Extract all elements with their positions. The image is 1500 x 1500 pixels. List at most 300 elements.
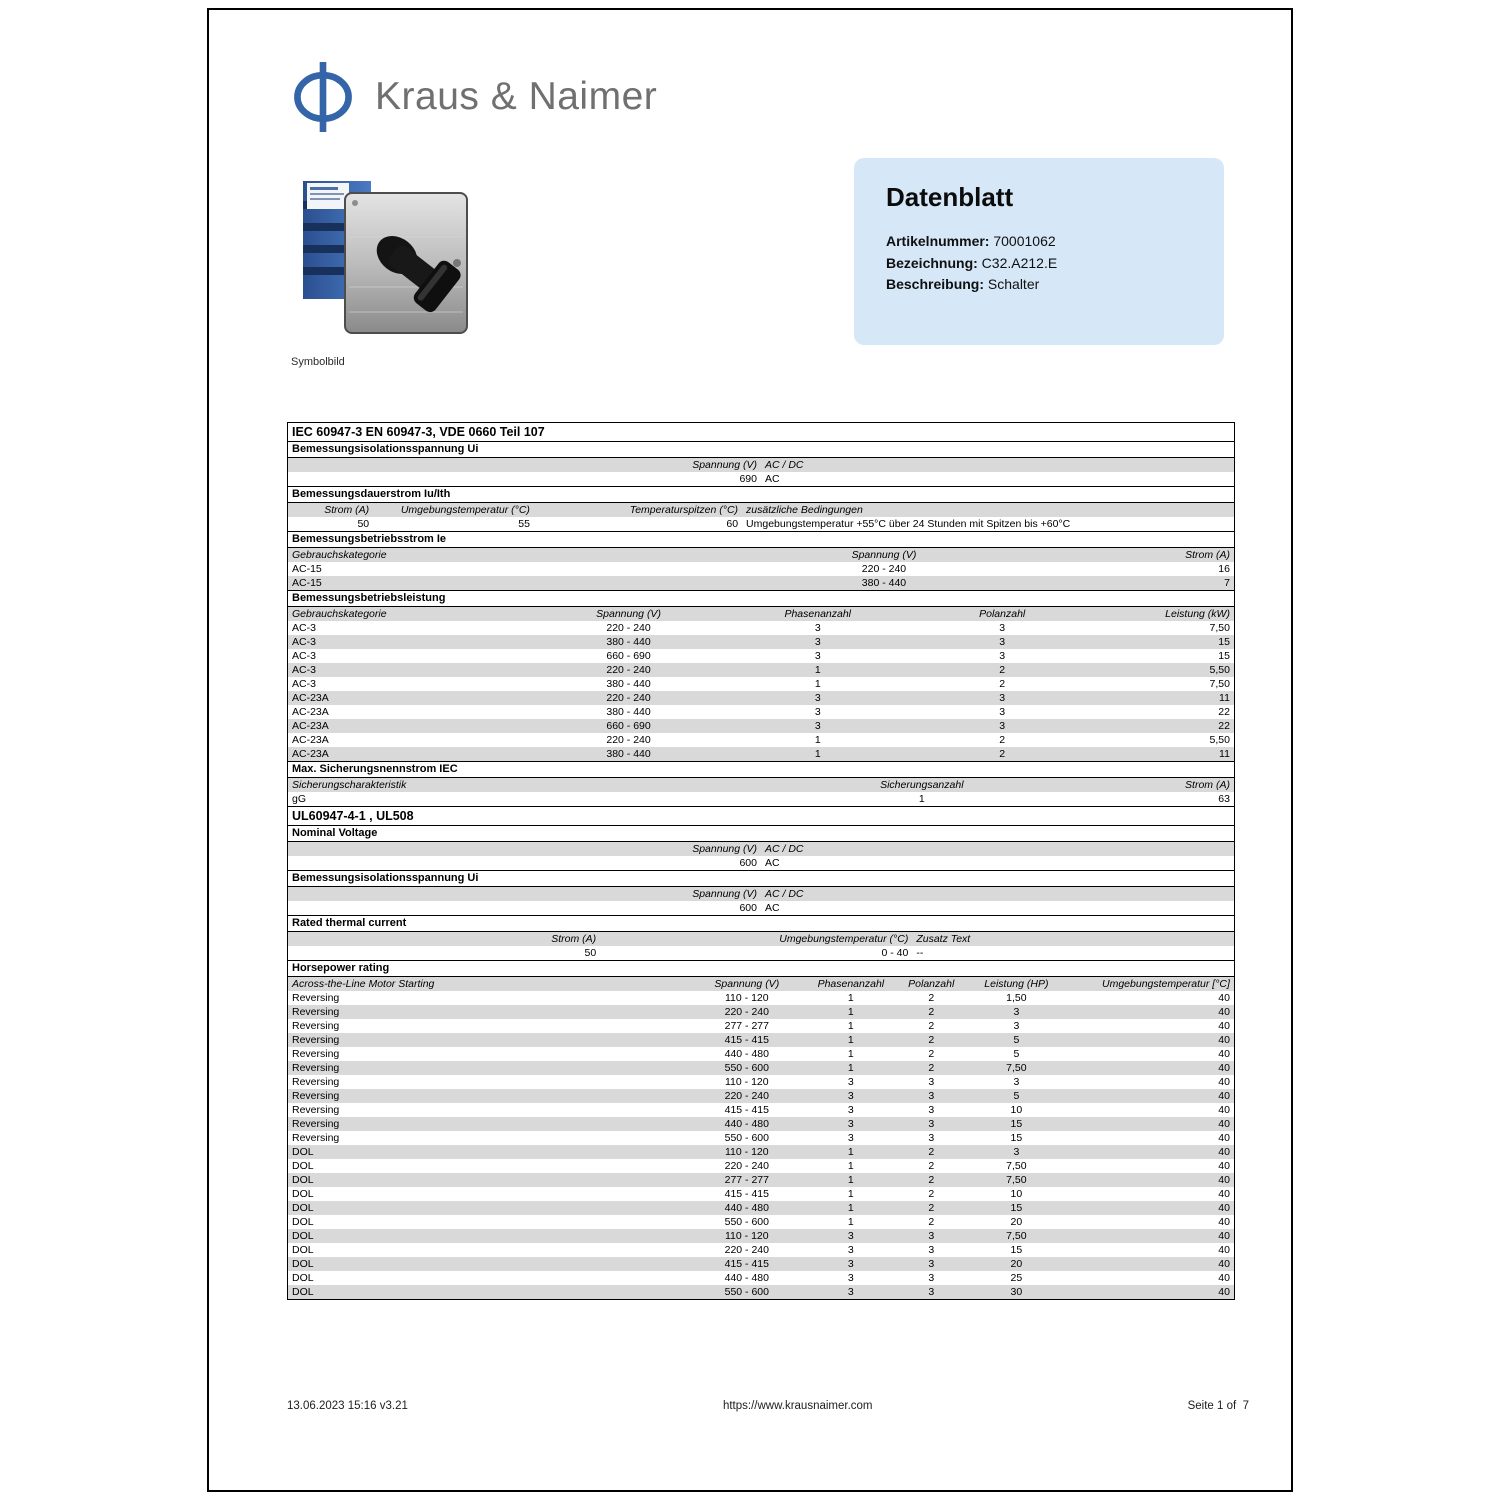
cell: 110 - 120 [725,1145,769,1158]
cell: 2 [928,1145,935,1158]
cell: 7,50 [1006,1173,1027,1186]
cell: 40 [1218,1061,1230,1074]
cell: 40 [1218,1285,1230,1298]
cell: 0 - 40 [881,946,909,959]
table-row [288,472,1234,486]
cell: 3 [999,705,1006,718]
cell: 15 [1010,1117,1023,1130]
product-image [297,167,472,347]
cell: 3 [847,1075,854,1088]
cell: 15 [1010,1201,1023,1214]
cell: Temperaturspitzen (°C) [629,503,739,516]
cell: Reversing [292,1131,340,1144]
cell: 3 [847,1243,854,1256]
table-row [288,1131,1234,1145]
cell: 5,50 [1209,733,1230,746]
table-row [288,1089,1234,1103]
cell: 3 [1013,1075,1020,1088]
cell: 2 [999,663,1006,676]
cell: 40 [1218,1243,1230,1256]
table-row [288,1061,1234,1075]
cell: 7 [1224,576,1230,589]
cell: AC-15 [292,562,322,575]
column-header-row [288,607,1234,621]
subsection-row [288,826,1234,842]
cell: DOL [292,1187,314,1200]
cell: 5 [1013,1033,1020,1046]
cell: 2 [928,1173,935,1186]
table-row [288,733,1234,747]
cell: 22 [1218,705,1230,718]
cell: 15 [1218,649,1230,662]
cell: DOL [292,1257,314,1270]
table-row [288,1075,1234,1089]
cell: 220 - 240 [606,733,651,746]
cell: 1 [847,1145,854,1158]
table-row [288,1117,1234,1131]
info-field [886,231,1204,253]
cell: 415 - 415 [724,1103,769,1116]
cell: zusätzliche Bedingungen [746,503,863,516]
table-row [288,576,1234,590]
cell: AC [765,472,780,485]
footer-url-link[interactable]: https://www.krausnaimer.com [722,1400,873,1412]
cell: AC-3 [292,621,316,634]
cell: 40 [1218,1159,1230,1172]
cell: 550 - 600 [724,1215,769,1228]
cell: 1 [847,1159,854,1172]
cell: 40 [1218,991,1230,1004]
spec-table [287,422,1235,1300]
cell: 40 [1218,1131,1230,1144]
table-row [288,1005,1234,1019]
cell: DOL [292,1271,314,1284]
subsection-row [288,486,1234,503]
cell: Umgebungstemperatur (°C) [779,932,909,945]
cell: 40 [1218,1089,1230,1102]
cell: Sicherungsanzahl [880,778,964,791]
info-box [854,158,1224,345]
table-row [288,1145,1234,1159]
cell: AC-23A [292,705,329,718]
cell: Nominal Voltage [292,827,378,839]
cell: 3 [847,1117,854,1130]
cell: AC-3 [292,649,316,662]
cell: Phasenanzahl [817,977,885,990]
cell: 3 [928,1075,935,1088]
cell: Spannung (V) [692,842,757,855]
cell: 3 [814,635,821,648]
cell: 3 [999,719,1006,732]
subsection-row [288,442,1234,458]
cell: 5,50 [1209,663,1230,676]
cell: Strom (A) [551,932,597,945]
cell: Bemessungsisolationsspannung Ui [292,872,479,884]
cell: 2 [928,1047,935,1060]
cell: 1 [918,792,925,805]
cell: 220 - 240 [606,691,651,704]
cell: 40 [1218,1257,1230,1270]
info-field-label: Bezeichnung: [886,254,982,271]
cell: Reversing [292,991,340,1004]
cell: DOL [292,1159,314,1172]
cell: 380 - 440 [606,635,651,648]
screw-icon [352,200,358,206]
cell: 30 [1010,1285,1023,1298]
cell: 2 [928,1159,935,1172]
cell: 5 [1013,1089,1020,1102]
cell: 220 - 240 [724,1243,769,1256]
table-row [288,1215,1234,1229]
cell: Spannung (V) [596,607,661,620]
cell: DOL [292,1201,314,1214]
cell: 40 [1218,1047,1230,1060]
cell: 380 - 440 [861,576,907,589]
subsection-row [288,960,1234,977]
cell: 3 [928,1243,935,1256]
table-row [288,946,1234,960]
cell: Reversing [292,1103,340,1116]
cell: 3 [847,1089,854,1102]
cell: 415 - 415 [724,1257,769,1270]
cell: 3 [814,621,821,634]
cell: 5 [1013,1047,1020,1060]
cell: 110 - 120 [725,1075,769,1088]
cell: 2 [928,1033,935,1046]
table-row [288,677,1234,691]
cell: 220 - 240 [724,1089,769,1102]
cell: AC-3 [292,663,316,676]
table-row [288,1187,1234,1201]
info-field-label: Artikelnummer: [886,233,994,249]
brand-logo [287,58,657,136]
cell: 60 [726,517,739,530]
column-header-row [288,887,1234,901]
cell: 1 [847,1019,854,1032]
cell: 2 [928,1187,935,1200]
cell: AC-3 [292,677,316,690]
info-field-value: C32.A212.E [981,254,1058,271]
table-row [288,1159,1234,1173]
table-row [288,1271,1234,1285]
cell: 220 - 240 [724,1159,769,1172]
cell: 7,50 [1006,1061,1027,1074]
cell: 3 [847,1257,854,1270]
cell: 11 [1219,747,1230,760]
subsection-row [288,531,1234,548]
cell: 1 [847,1215,854,1228]
cell: 50 [357,517,370,530]
cell: AC-3 [292,635,316,648]
subsection-row [288,590,1234,607]
table-row [288,705,1234,719]
cell: 3 [928,1229,935,1242]
subsection-row [288,870,1234,887]
cell: AC / DC [765,842,804,855]
column-header-row [288,778,1234,792]
cell: 40 [1218,1145,1230,1158]
cell: 550 - 600 [724,1285,769,1298]
cell: 63 [1218,792,1230,805]
info-field-value: 70001062 [993,233,1056,249]
info-field-value: Schalter [987,276,1040,292]
cell: 1 [847,1201,854,1214]
cell: 3 [999,635,1006,648]
cell: 40 [1218,1019,1230,1032]
cell: 3 [928,1271,935,1284]
cell: 2 [928,991,935,1004]
cell: 40 [1218,1187,1230,1200]
cell: 3 [1013,1145,1020,1158]
table-row [288,1103,1234,1117]
cell: Umgebungstemperatur +55°C über 24 Stunden mit Spitzen bis +60°C [746,517,1071,530]
cell: Spannung (V) [851,548,917,561]
brand-name: Kraus & Naimer [375,75,658,118]
cell: 1 [847,1061,854,1074]
footer-page-number: Seite 1 of 7 [1187,1400,1249,1412]
cell: 2 [928,1005,935,1018]
column-header-row [288,503,1234,517]
cell: AC-15 [292,576,322,589]
cell: Bemessungsdauerstrom Iu/Ith [292,488,451,500]
cell: 7,50 [1006,1159,1027,1172]
cell: Across-the-Line Motor Starting [292,977,435,990]
cell: 415 - 415 [724,1187,769,1200]
cell: Reversing [292,1089,340,1102]
table-row [288,856,1234,870]
cell: AC-23A [292,691,329,704]
cell: Spannung (V) [714,977,780,990]
product-image-caption: Symbolbild [291,356,345,368]
cell: Reversing [292,1019,340,1032]
cell: 3 [814,705,821,718]
cell: 220 - 240 [861,562,907,575]
cell: Horsepower rating [292,962,390,974]
cell: DOL [292,1145,314,1158]
cell: AC / DC [765,458,804,471]
cell: 1 [847,991,854,1004]
cell: 3 [928,1089,935,1102]
table-row [288,719,1234,733]
cell: -- [916,946,924,959]
cell: 1 [847,1047,854,1060]
cell: 3 [847,1131,854,1144]
cell: 1 [814,747,821,760]
cell: 1 [814,663,821,676]
cell: 2 [928,1019,935,1032]
cell: 55 [518,517,530,530]
cell: 15 [1010,1243,1023,1256]
subsection-row [288,761,1234,778]
table-row [288,901,1234,915]
cell: 690 [739,472,757,485]
table-row [288,1229,1234,1243]
cell: 40 [1218,1117,1230,1130]
cell: 3 [847,1103,854,1116]
cell: 277 - 277 [724,1173,769,1186]
section-title-row [288,423,1234,442]
cell: Umgebungstemperatur (°C) [400,503,530,516]
cell: 3 [928,1117,935,1130]
table-row [288,635,1234,649]
cell: 440 - 480 [724,1047,769,1060]
cell: 110 - 120 [725,1229,769,1242]
cell: Polanzahl [979,607,1026,620]
cell: Reversing [292,1047,340,1060]
screw-icon [453,259,461,267]
cell: 2 [999,733,1006,746]
cell: 220 - 240 [606,621,651,634]
cell: 3 [814,649,821,662]
cell: DOL [292,1285,314,1298]
cell: 220 - 240 [606,663,651,676]
cell: DOL [292,1173,314,1186]
cell: Strom (A) [1185,548,1230,561]
column-header-row [288,932,1234,946]
cell: Spannung (V) [692,887,757,900]
cell: 3 [928,1131,935,1144]
cell: 1 [847,1033,854,1046]
cell: 1 [814,733,821,746]
cell: 600 [739,856,757,869]
cell: 1,50 [1006,991,1027,1004]
info-field [886,253,1204,275]
cell: Bemessungsisolationsspannung Ui [292,443,479,455]
cell: 3 [814,719,821,732]
column-header-row [288,977,1234,991]
cell: 220 - 240 [724,1005,769,1018]
cell: 40 [1218,1103,1230,1116]
cell: 3 [1013,1019,1020,1032]
cell: AC [765,856,780,869]
cell: 11 [1219,691,1230,704]
cell: 1 [847,1005,854,1018]
cell: Leistung (kW) [1165,607,1230,620]
cell: 3 [928,1285,935,1298]
info-field-label: Beschreibung: [886,276,988,292]
cell: Reversing [292,1061,340,1074]
cell: 2 [999,747,1006,760]
cell: 40 [1218,1201,1230,1214]
cell: 20 [1010,1215,1023,1228]
cell: 440 - 480 [724,1201,769,1214]
cell: 40 [1218,1005,1230,1018]
cell: 10 [1010,1103,1023,1116]
cell: 7,50 [1209,677,1230,690]
cell: 7,50 [1209,621,1230,634]
cell: 3 [999,649,1006,662]
cell: 2 [928,1061,935,1074]
cell: 550 - 600 [724,1131,769,1144]
table-row [288,649,1234,663]
cell: 3 [1013,1005,1020,1018]
cell: 40 [1218,1075,1230,1088]
cell: Gebrauchskategorie [292,607,387,620]
cell: Reversing [292,1117,340,1130]
cell: Bemessungsbetriebsleistung [292,592,446,604]
cell: 2 [928,1201,935,1214]
cell: 1 [847,1173,854,1186]
cell: Max. Sicherungsnennstrom IEC [292,763,458,775]
cell: 50 [584,946,597,959]
table-row [288,562,1234,576]
cell: 40 [1218,1033,1230,1046]
cell: AC-23A [292,719,329,732]
cell: 380 - 440 [606,747,651,760]
table-row [288,1033,1234,1047]
cell: 3 [847,1229,854,1242]
subsection-row [288,915,1234,932]
cell: Strom (A) [1185,778,1230,791]
cell: 22 [1218,719,1230,732]
cell: 110 - 120 [725,991,769,1004]
table-row [288,1019,1234,1033]
cell: AC [765,901,780,914]
cell: gG [292,792,307,805]
cell: Sicherungscharakteristik [292,778,407,791]
cell: DOL [292,1215,314,1228]
table-row [288,517,1234,531]
table-row [288,747,1234,761]
cell: Gebrauchskategorie [292,548,387,561]
cell: Umgebungstemperatur [°C] [1102,977,1230,990]
column-header-row [288,458,1234,472]
cell: 40 [1218,1271,1230,1284]
cell: 2 [928,1215,935,1228]
document-title: Datenblatt [886,182,1014,212]
table-row [288,1047,1234,1061]
page-footer [287,1400,1249,1412]
cell: Leistung (HP) [984,977,1049,990]
table-row [288,1285,1234,1299]
cell: 3 [847,1271,854,1284]
cell: 415 - 415 [724,1033,769,1046]
datasheet-page [207,8,1293,1492]
cell: 16 [1218,562,1230,575]
table-row [288,1201,1234,1215]
cell: 3 [814,691,821,704]
cell: 7,50 [1006,1229,1027,1242]
cell: 2 [999,677,1006,690]
table-row [288,663,1234,677]
cell: Spannung (V) [692,458,757,471]
cell: 660 - 690 [606,649,651,662]
cell: Bemessungsbetriebsstrom Ie [292,533,447,545]
table-row [288,621,1234,635]
cell: 660 - 690 [606,719,651,732]
cell: 3 [928,1257,935,1270]
cell: Strom (A) [324,503,370,516]
cell: UL60947-4-1 , UL508 [292,809,414,823]
info-fields [886,231,1204,296]
cell: 40 [1218,1215,1230,1228]
cell: AC / DC [765,887,804,900]
info-field [886,274,1204,296]
table-row [288,1173,1234,1187]
table-row [288,1243,1234,1257]
cell: 15 [1010,1131,1023,1144]
cell: Polanzahl [908,977,955,990]
cell: Zusatz Text [916,932,971,945]
cell: 3 [999,691,1006,704]
cell: 600 [739,901,757,914]
cell: 550 - 600 [724,1061,769,1074]
cell: 40 [1218,1229,1230,1242]
cell: Rated thermal current [292,917,407,929]
cell: IEC 60947-3 EN 60947-3, VDE 0660 Teil 107 [292,425,545,439]
phi-logo-icon [287,58,359,136]
cell: 380 - 440 [606,677,651,690]
